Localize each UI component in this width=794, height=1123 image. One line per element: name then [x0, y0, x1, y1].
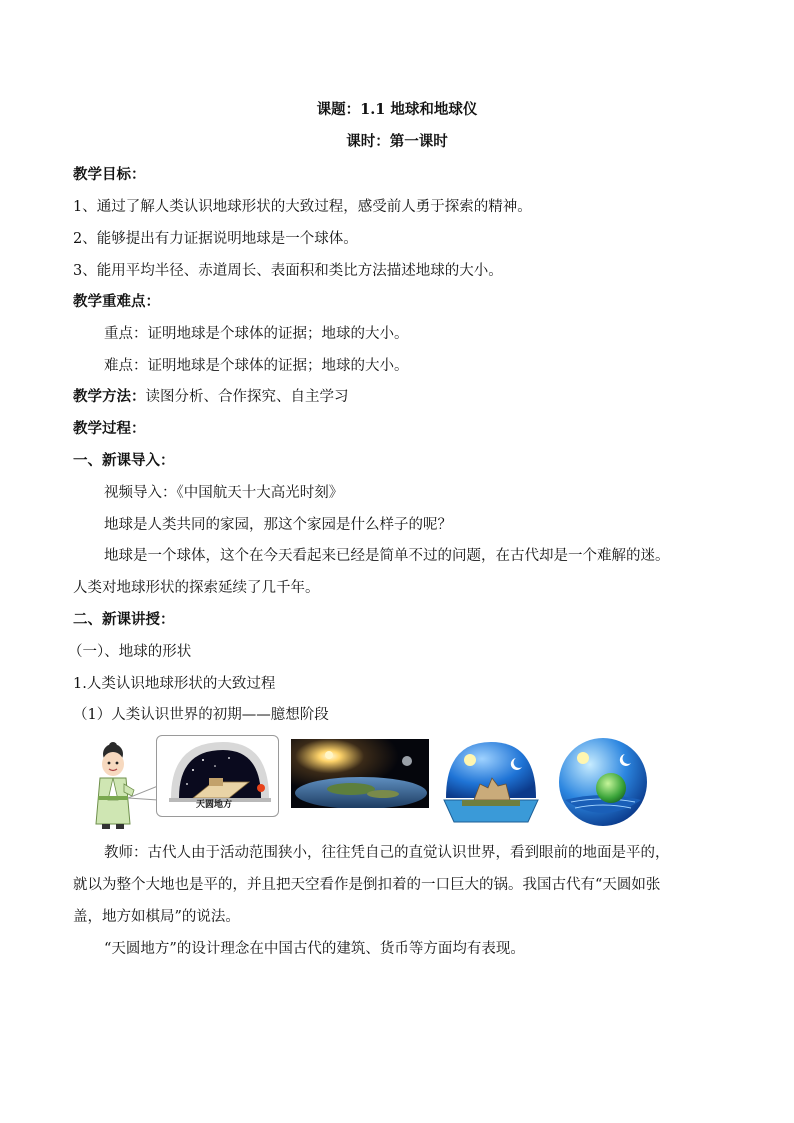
methods-text: 读图分析、合作探究、自主学习	[145, 389, 349, 405]
section1-para-line1: 地球是一个球体，这个在今天看起来已经是简单不过的问题，在古代却是一个难解的迷。	[104, 548, 670, 564]
flat-earth-photo	[291, 739, 429, 808]
lesson-title: 课题：1.1 地球和地球仪	[316, 101, 478, 118]
key-points-heading: 教学重难点：	[73, 293, 160, 310]
teacher-line-1: 教师：古代人由于活动范围狭小，往往凭自己的直觉认识世界，看到眼前的地面是平的，	[104, 845, 670, 861]
dome-world-illustration	[440, 736, 542, 828]
teacher-line-3: 盖，地方如棋局”的说法。	[73, 909, 240, 925]
lesson-period: 课时：第一课时	[346, 133, 448, 150]
objective-item-3: 3、能用平均半径、赤道周长、表面积和类比方法描述地球的大小。	[73, 263, 503, 279]
section1-question: 地球是人类共同的家园，那这个家园是什么样子的呢？	[104, 517, 452, 533]
sky-dome-label: 天圆地方	[196, 800, 233, 810]
methods-heading: 教学方法：	[73, 388, 146, 405]
sphere-world-illustration	[555, 736, 651, 828]
process-heading: 教学过程：	[73, 420, 146, 437]
key-point-difficulty: 难点：证明地球是个球体的证据；地球的大小。	[104, 358, 409, 374]
section2-stage1: （1）人类认识世界的初期——臆想阶段	[73, 707, 329, 723]
methods-line	[73, 387, 349, 407]
key-point-focus: 重点：证明地球是个球体的证据；地球的大小。	[104, 326, 409, 342]
section2-heading: 二、新课讲授：	[73, 611, 175, 628]
section1-video: 视频导入：《中国航天十大高光时刻》	[104, 485, 344, 501]
teacher-line-2: 就以为整个大地也是平的，并且把天空看作是倒扣着的一口巨大的锅。我国古代有“天圆如张	[73, 877, 661, 893]
section1-para-line2: 人类对地球形状的探索延续了几千年。	[73, 580, 320, 596]
section2-point1: 1.人类认识地球形状的大致过程	[73, 676, 276, 692]
objectives-heading: 教学目标：	[73, 166, 146, 183]
objective-item-2: 2、能够提出有力证据说明地球是一个球体。	[73, 231, 358, 247]
section1-heading: 一、新课导入：	[73, 452, 175, 469]
speech-bubble-tail	[128, 784, 158, 804]
objective-item-1: 1、通过了解人类认识地球形状的大致过程，感受前人勇于探索的精神。	[73, 199, 532, 215]
final-paragraph: “天圆地方”的设计理念在中国古代的建筑、货币等方面均有表现。	[104, 941, 525, 957]
section2-sub1: （一）、地球的形状	[68, 644, 192, 660]
